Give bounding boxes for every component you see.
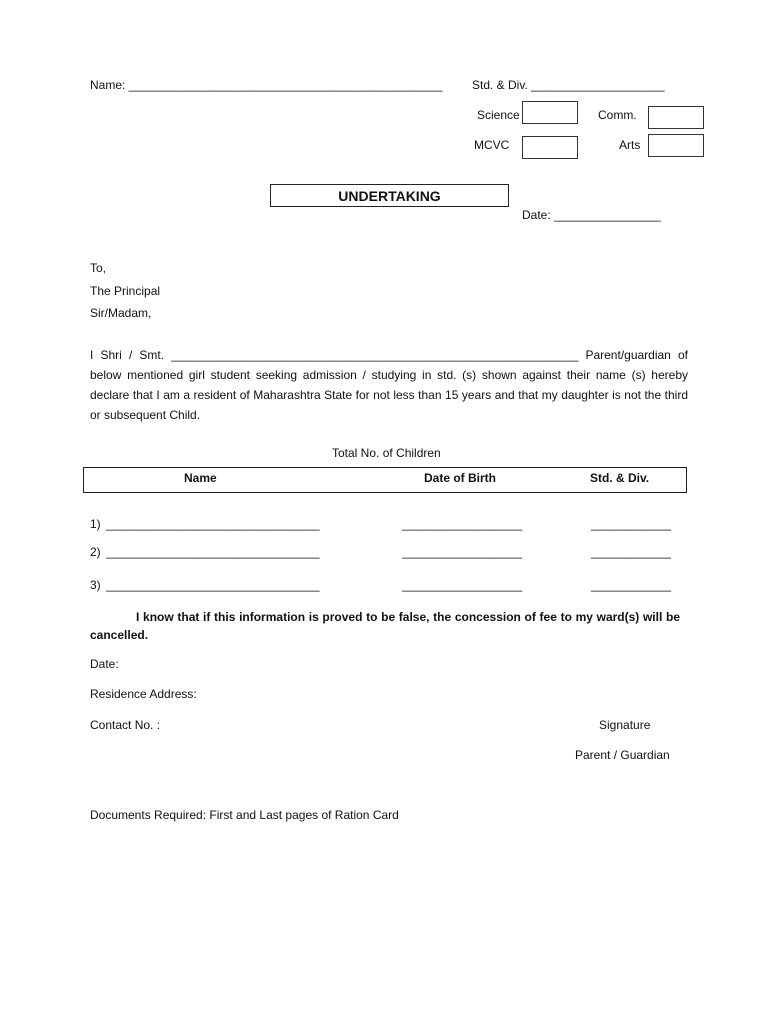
signature-label: Signature bbox=[599, 718, 651, 732]
name-field-label: Name: _______________________________________________ bbox=[90, 78, 443, 92]
comm-checkbox[interactable] bbox=[648, 106, 704, 129]
header-std-div: Std. & Div. bbox=[590, 471, 650, 485]
child-name-field[interactable]: ________________________________ bbox=[106, 545, 320, 559]
header-dob: Date of Birth bbox=[424, 471, 496, 485]
contact-number-label: Contact No. : bbox=[90, 718, 161, 732]
science-checkbox[interactable] bbox=[522, 101, 578, 124]
child-std-field[interactable]: ____________ bbox=[591, 545, 672, 559]
mcvc-checkbox[interactable] bbox=[522, 136, 578, 159]
comm-label: Comm. bbox=[598, 108, 637, 122]
child-std-field[interactable]: ____________ bbox=[591, 517, 672, 531]
salutation-to: To, bbox=[90, 261, 107, 275]
header-name: Name bbox=[184, 471, 217, 485]
date-field-label: Date: ________________ bbox=[522, 208, 661, 222]
row-number: 2) bbox=[90, 545, 101, 559]
std-div-field-label: Std. & Div. ____________________ bbox=[472, 78, 665, 92]
arts-checkbox[interactable] bbox=[648, 134, 704, 157]
row-number: 3) bbox=[90, 578, 101, 592]
arts-label: Arts bbox=[619, 138, 641, 152]
salutation-sir-madam: Sir/Madam, bbox=[90, 306, 152, 320]
documents-required-note: Documents Required: First and Last pages of Ration Card bbox=[90, 808, 399, 822]
residence-address-label: Residence Address: bbox=[90, 687, 197, 701]
science-label: Science bbox=[477, 108, 520, 122]
declaration-paragraph: I Shri / Smt. _____________________________________________________________ Parent/guardian of below mentioned girl student seeking admission / studying in std. (s) shown against their name (s) hereby declare that I am a resident of Maharashtra State for not less than 15 years and that my daughter is not the third or subsequent Child. bbox=[90, 348, 688, 422]
salutation-principal: The Principal bbox=[90, 284, 161, 298]
child-name-field[interactable]: ________________________________ bbox=[106, 578, 320, 592]
false-information-notice: I know that if this information is proved to be false, the concession of fee to my ward(s) will be cancelled. bbox=[90, 610, 680, 642]
document-title bbox=[270, 184, 509, 207]
child-dob-field[interactable]: __________________ bbox=[402, 517, 523, 531]
table-caption: Total No. of Children bbox=[332, 446, 441, 460]
parent-guardian-label: Parent / Guardian bbox=[575, 748, 670, 762]
mcvc-label: MCVC bbox=[474, 138, 510, 152]
child-dob-field[interactable]: __________________ bbox=[402, 545, 523, 559]
children-table-header bbox=[83, 467, 687, 493]
row-number: 1) bbox=[90, 517, 101, 531]
document-title-text: UNDERTAKING bbox=[338, 187, 441, 204]
footer-date-label: Date: bbox=[90, 657, 119, 671]
child-name-field[interactable]: ________________________________ bbox=[106, 517, 320, 531]
child-dob-field[interactable]: __________________ bbox=[402, 578, 523, 592]
child-std-field[interactable]: ____________ bbox=[591, 578, 672, 592]
